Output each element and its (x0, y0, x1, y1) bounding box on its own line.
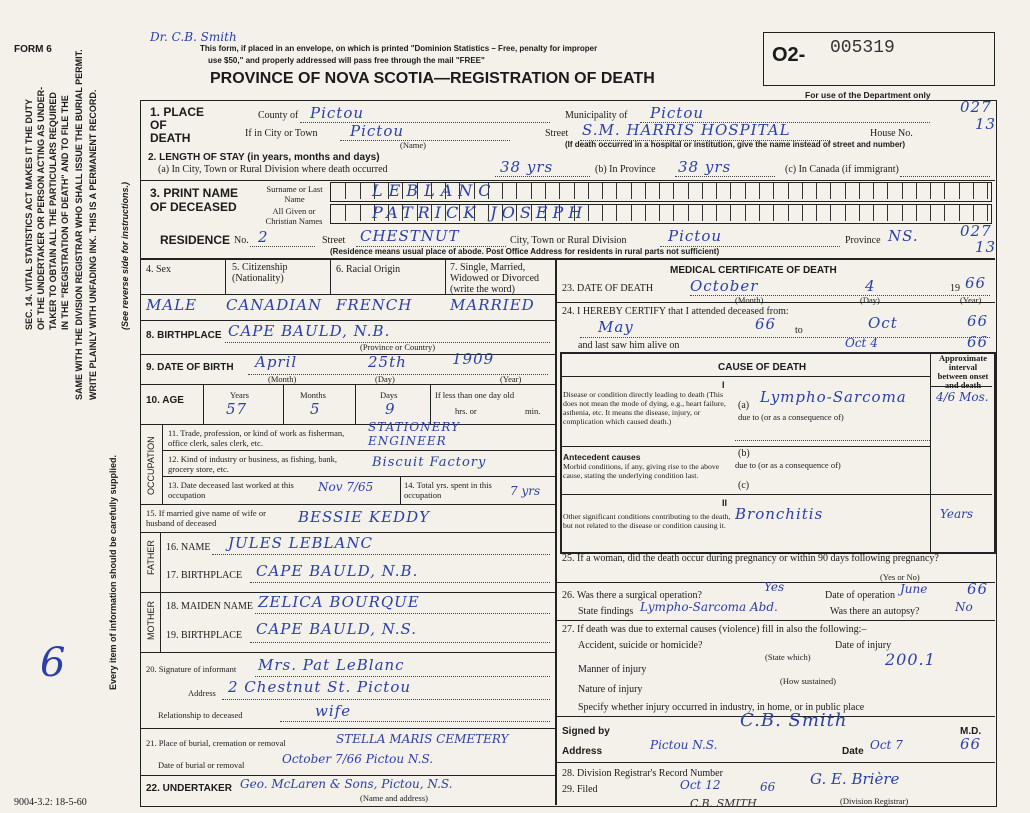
death-year-prefix: 19 (950, 283, 960, 294)
hospital-note: (If death occurred in a hospital or institution, give the name instead of street and number) (565, 140, 906, 149)
address-value: Pictou N.S. (650, 738, 718, 752)
surname-label: Surname or Last Name (266, 184, 323, 204)
roman-2: II (722, 498, 728, 508)
place-label: 1. PLACE OF DEATH (150, 105, 205, 145)
findings-value: Lympho-Sarcoma Abd. (640, 600, 778, 614)
filed-year: 66 (760, 780, 776, 794)
occupation-side: OCCUPATION (146, 436, 156, 495)
burial-label: 21. Place of burial, cremation or removal (146, 738, 286, 748)
due-to-2: due to (or as a consequence of) (735, 460, 841, 470)
occ-14-value: 7 yrs (510, 484, 541, 498)
cause-a-value: Lympho-Sarcoma (760, 388, 907, 406)
dob-day: 25th (368, 353, 407, 371)
street-label: Street (545, 128, 569, 139)
marital-value: MARRIED (450, 296, 535, 314)
antecedent-label: Antecedent causes (563, 452, 641, 462)
citizenship-label: 5. Citizenship (Nationality) (232, 262, 288, 284)
occ-13-label: 13. Date deceased last worked at this occupation (168, 480, 294, 500)
injury-date-label: Date of injury (835, 640, 892, 651)
undertaker-value: Geo. McLaren & Sons, Pictou, N.S. (240, 777, 453, 791)
surname-value: LEBLANC (372, 181, 497, 200)
father-name: JULES LEBLANC (228, 534, 373, 552)
burial-date-label: Date of burial or removal (158, 760, 245, 770)
attended-to-year: 66 (967, 312, 989, 330)
stay-a-value: 38 yrs (500, 158, 554, 176)
spouse-value: BESSIE KEDDY (298, 508, 431, 526)
age-months-label: Months (300, 390, 326, 400)
death-year: 66 (965, 274, 987, 292)
informant-rel: wife (315, 702, 352, 720)
attended-to: Oct (868, 314, 898, 332)
last-seen-label: and last saw him alive on (578, 340, 680, 351)
age-days-label: Days (380, 390, 398, 400)
residence-code-1: 027 (960, 222, 992, 240)
dob-label: 9. DATE OF BIRTH (146, 362, 234, 373)
cause-b-label: (b) (738, 448, 750, 459)
antecedent-sub: Morbid conditions, if any, giving rise to the above cause, stating the underlying condition last. (563, 462, 720, 480)
death-day-label: (Day) (860, 295, 880, 305)
residence-no-label: No. (234, 235, 249, 246)
registrar-signature: G. E. Brière (810, 770, 900, 788)
signed-label: Signed by (562, 726, 610, 737)
medical-title: MEDICAL CERTIFICATE OF DEATH (670, 265, 837, 276)
stay-b-value: 38 yrs (678, 158, 732, 176)
residence-city: Pictou (668, 227, 723, 245)
corner-initial: Dr. C.B. Smith (150, 30, 237, 44)
surgery-value: Yes (764, 580, 785, 594)
informant-label: 20. Signature of informant (146, 664, 237, 674)
side-text-1: SEC. 14. VITAL STATISTICS ACT MAKES IT THE DUTY (24, 98, 34, 330)
accident-label: Accident, suicide or homicide? (578, 640, 703, 651)
md-label: M.D. (960, 726, 982, 737)
death-month: October (690, 277, 759, 295)
stay-b-label: (b) In Province (595, 164, 656, 175)
reg-number: 005319 (830, 38, 895, 58)
state-which: (State which) (765, 652, 811, 662)
age-years-label: Years (230, 390, 249, 400)
county-value: Pictou (310, 104, 365, 122)
age-months: 5 (310, 400, 321, 418)
pregnancy-label: 25. If a woman, did the death occur during pregnancy or within 90 days following pregnancy? (562, 553, 939, 564)
residence-code-2: 13 (975, 238, 997, 256)
marital-label: 7. Single, Married, Widowed or Divorced (write the word) (450, 262, 540, 295)
burial-place: STELLA MARIS CEMETERY (336, 732, 509, 746)
death-date-label: 23. DATE OF DEATH (562, 283, 654, 294)
surgery-label: 26. Was there a surgical operation? (562, 590, 702, 601)
code-value: 200.1 (885, 650, 936, 669)
other-value: Bronchitis (735, 505, 824, 523)
father-side: FATHER (146, 540, 156, 575)
filed-date: Oct 12 (680, 778, 721, 792)
address-label: Address (562, 746, 603, 757)
sex-value: MALE (146, 296, 198, 314)
cause-title: CAUSE OF DEATH (718, 362, 807, 373)
dept-use-note: For use of the Department only (805, 90, 931, 100)
dob-month: April (255, 353, 298, 371)
specify-label: Specify whether injury occurred in industry, in home, or in public place (578, 702, 865, 713)
age-label: 10. AGE (146, 395, 184, 406)
death-month-label: (Month) (735, 295, 764, 305)
informant-name: Mrs. Pat LeBlanc (258, 656, 405, 674)
age-less-day: If less than one day old (435, 390, 515, 400)
due-to-1: due to (or as a consequence of) (738, 412, 844, 422)
municipality-label: Municipality of (565, 110, 628, 121)
dob-year: 1909 (452, 350, 495, 368)
informant-rel-label: Relationship to deceased (158, 710, 243, 720)
residence-street-label: Street (322, 235, 346, 246)
city-value: Pictou (350, 122, 405, 140)
municipality-value: Pictou (650, 104, 705, 122)
informant-addr: 2 Chestnut St. Pictou (228, 678, 412, 696)
stay-c-label: (c) In Canada (if immigrant) (785, 164, 899, 175)
place-code-2: 13 (975, 115, 997, 133)
father-bp-label: 17. BIRTHPLACE (166, 570, 243, 581)
given-label: All Given or Christian Names (265, 206, 323, 226)
filed-label: 29. Filed (562, 784, 598, 795)
house-label: House No. (870, 128, 913, 139)
operation-date: June (900, 582, 928, 596)
cause-a-label: (a) (738, 400, 750, 411)
stay-label: 2. LENGTH OF STAY (in years, months and days) (148, 152, 380, 163)
bottom-stamp: C.B. SMITH (690, 797, 757, 810)
autopsy-value: No (955, 600, 973, 614)
residence-province-label: Province (845, 235, 881, 246)
attended-to-label: to (795, 325, 803, 336)
external-label: 27. If death was due to external causes (violence) fill in also the following:– (562, 624, 867, 635)
place-code-1: 027 (960, 98, 992, 116)
top-note-2: use $50," and properly addressed will pass free through the mail "FREE" (208, 56, 485, 65)
side-text-4: IN THE "REGISTRATION OF DEATH" AND TO FILE THE (60, 95, 70, 330)
citizenship-value: CANADIAN (226, 296, 323, 314)
given-value: PATRICK JOSEPH (372, 203, 588, 222)
side-text-2: OF THE UNDERTAKER OR PERSON ACTING AS UNDER- (36, 86, 46, 330)
county-label: County of (258, 110, 299, 121)
signed-value: C.B. Smith (740, 710, 848, 731)
nature-label: Nature of injury (578, 684, 643, 695)
informant-addr-label: Address (188, 688, 216, 698)
side-text-7: Every item of information should be carefully supplied. (108, 454, 118, 690)
attended-from: May (598, 318, 634, 336)
bottom-code: 9004-3.2: 18-5-60 (14, 797, 87, 808)
stay-a-label: (a) In City, Town or Rural Division where death occurred (158, 164, 388, 175)
cause-a-interval: 4/6 Mos. (936, 390, 989, 404)
birthplace-label: 8. BIRTHPLACE (146, 330, 222, 341)
birthplace-sub: (Province or Country) (360, 342, 436, 352)
age-min: min. (525, 406, 541, 416)
age-years: 57 (226, 400, 248, 418)
age-hrs: hrs. or (455, 406, 477, 416)
mother-bp-label: 19. BIRTHPLACE (166, 630, 243, 641)
division-registrar-label: (Division Registrar) (840, 796, 909, 806)
manner-label: Manner of injury (578, 664, 647, 675)
form-number: FORM 6 (14, 44, 52, 55)
pregnancy-yesno: (Yes or No) (880, 572, 920, 582)
occ-12-value: Biscuit Factory (372, 455, 487, 470)
mother-name: ZELICA BOURQUE (258, 593, 420, 611)
dob-month-label: (Month) (268, 374, 297, 384)
operation-date-label: Date of operation (825, 590, 895, 601)
burial-date: October 7/66 Pictou N.S. (282, 752, 434, 766)
side-text-6: WRITE PLAINLY WITH UNFADING INK. THIS IS A PERMANENT RECORD. (88, 89, 98, 400)
side-text-8: (See reverse side for instructions.) (120, 181, 130, 330)
reg-prefix: O2- (772, 44, 806, 66)
occ-11-value: STATIONERY ENGINEER (368, 420, 461, 448)
mother-bp: CAPE BAULD, N.S. (256, 620, 418, 638)
residence-no: 2 (258, 228, 269, 246)
street-value: S.M. HARRIS HOSPITAL (582, 121, 791, 139)
birthplace-value: CAPE BAULD, N.B. (228, 322, 391, 340)
undertaker-label: 22. UNDERTAKER (146, 783, 232, 794)
father-bp: CAPE BAULD, N.B. (256, 562, 419, 580)
residence-note: (Residence means usual place of abode. Post Office Address for residents in rural parts not sufficient) (330, 247, 720, 256)
autopsy-label: Was there an autopsy? (830, 606, 920, 617)
occ-14-label: 14. Total yrs. spent in this occupation (404, 480, 492, 500)
form-title: PROVINCE OF NOVA SCOTIA—REGISTRATION OF DEATH (210, 70, 655, 87)
mother-name-label: 18. MAIDEN NAME (166, 601, 253, 612)
residence-province: NS. (888, 227, 919, 245)
last-seen-date: Oct 4 (845, 336, 878, 350)
dob-day-label: (Day) (375, 374, 395, 384)
date-year: 66 (960, 735, 982, 753)
dob-year-label: (Year) (500, 374, 522, 384)
last-seen-year: 66 (967, 333, 989, 351)
record-number-label: 28. Division Registrar's Record Number (562, 768, 723, 779)
name-label: 3. PRINT NAME OF DECEASED (150, 186, 239, 214)
age-days: 9 (385, 400, 396, 418)
side-text-5: SAME WITH THE DIVISION REGISTRAR WHO SHALL ISSUE THE BURIAL PERMIT. (74, 49, 84, 400)
spouse-label: 15. If married give name of wife or husband of deceased (146, 508, 266, 528)
occ-13-value: Nov 7/65 (318, 480, 374, 494)
margin-mark: 6 (40, 640, 67, 686)
occ-11-label: 11. Trade, profession, or kind of work as fisherman, office clerk, sales clerk, etc. (168, 428, 345, 448)
certify-label: 24. I HEREBY CERTIFY that I attended deceased from: (562, 306, 789, 317)
how-sustained: (How sustained) (780, 676, 836, 686)
undertaker-sub: (Name and address) (360, 793, 428, 803)
occ-12-label: 12. Kind of industry or business, as fishing, bank, grocery store, etc. (168, 454, 338, 474)
race-label: 6. Racial Origin (336, 264, 401, 275)
sex-label: 4. Sex (146, 264, 171, 275)
attended-from-year: 66 (755, 315, 777, 333)
roman-1: I (722, 380, 725, 390)
other-label: Other significant conditions contributing to the death, but not related to the disease or condition causing it. (563, 512, 731, 530)
residence-label: RESIDENCE (160, 233, 231, 247)
residence-city-label: City, Town or Rural Division (510, 235, 627, 246)
race-value: FRENCH (336, 296, 413, 314)
city-label: If in City or Town (245, 128, 318, 139)
disease-label: Disease or condition directly leading to death (This does not mean the mode of dying, e.g., heart failure, asthenia, etc. It means the disease, injury, or complication which caused death.) (563, 390, 726, 426)
interval-label: Approximate interval between onset and death (937, 353, 989, 390)
date-value: Oct 7 (870, 738, 903, 752)
findings-label: State findings (578, 606, 634, 617)
side-text-3: TAKER TO OBTAIN ALL THE PARTICULARS REQUIRED (48, 92, 58, 330)
cause-c-label: (c) (738, 480, 750, 491)
death-year-label: (Year) (960, 295, 982, 305)
residence-street: CHESTNUT (360, 227, 460, 245)
top-note-1: This form, if placed in an envelope, on which is printed "Dominion Statistics – Free, penalty for improper (200, 44, 598, 53)
city-name-label: (Name) (400, 140, 426, 150)
date-label: Date (842, 746, 864, 757)
mother-side: MOTHER (146, 601, 156, 640)
operation-year: 66 (967, 580, 989, 598)
father-name-label: 16. NAME (166, 542, 211, 553)
death-day: 4 (865, 277, 876, 295)
other-interval: Years (940, 507, 974, 521)
